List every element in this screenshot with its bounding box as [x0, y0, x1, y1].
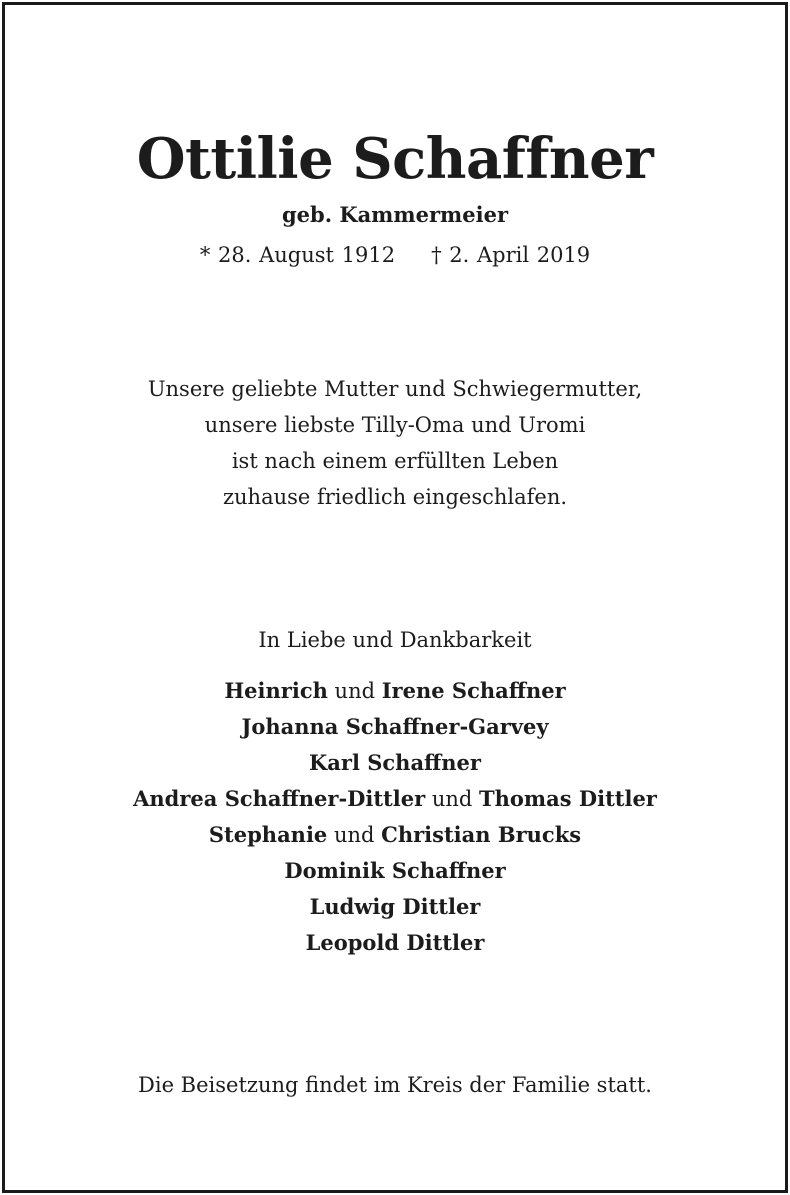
mourner-name: Thomas Dittler [479, 786, 657, 811]
obituary-message [5, 371, 785, 515]
message-line: ist nach einem erfüllten Leben [231, 449, 559, 473]
life-dates [5, 240, 785, 270]
mourner-line [5, 781, 785, 817]
message-line: zuhause friedlich eingeschlafen. [222, 485, 568, 509]
conjunction: und [327, 679, 382, 703]
mourner-name: Stephanie [208, 822, 328, 847]
mourner-line: Ludwig Dittler [309, 894, 481, 919]
maiden-name: geb. Kammermeier [281, 202, 509, 227]
mourner-name: Heinrich [224, 678, 328, 703]
mourner-name: Irene Schaffner [381, 678, 566, 703]
mourner-line: Leopold Dittler [305, 930, 485, 955]
message-line: unsere liebste Tilly-Oma und Uromi [204, 413, 586, 437]
mourner-line [5, 817, 785, 853]
mourners-list [5, 673, 785, 961]
deceased-name: Ottilie Schaffner [136, 126, 654, 192]
death-date: † 2. April 2019 [431, 243, 591, 267]
message-line: Unsere geliebte Mutter und Schwiegermutter, [147, 377, 643, 401]
burial-note: Die Beisetzung findet im Kreis der Familie statt. [138, 1073, 652, 1097]
conjunction: und [425, 787, 480, 811]
closing-phrase: In Liebe und Dankbarkeit [258, 628, 532, 652]
birth-date: * 28. August 1912 [199, 243, 396, 267]
mourner-name: Christian Brucks [381, 822, 582, 847]
obituary-notice [2, 2, 788, 1193]
mourner-line: Karl Schaffner [309, 750, 481, 775]
mourner-line: Dominik Schaffner [284, 858, 506, 883]
mourner-line [5, 673, 785, 709]
mourner-name: Andrea Schaffner-Dittler [133, 786, 426, 811]
conjunction: und [327, 823, 382, 847]
mourner-line: Johanna Schaffner-Garvey [241, 714, 549, 739]
